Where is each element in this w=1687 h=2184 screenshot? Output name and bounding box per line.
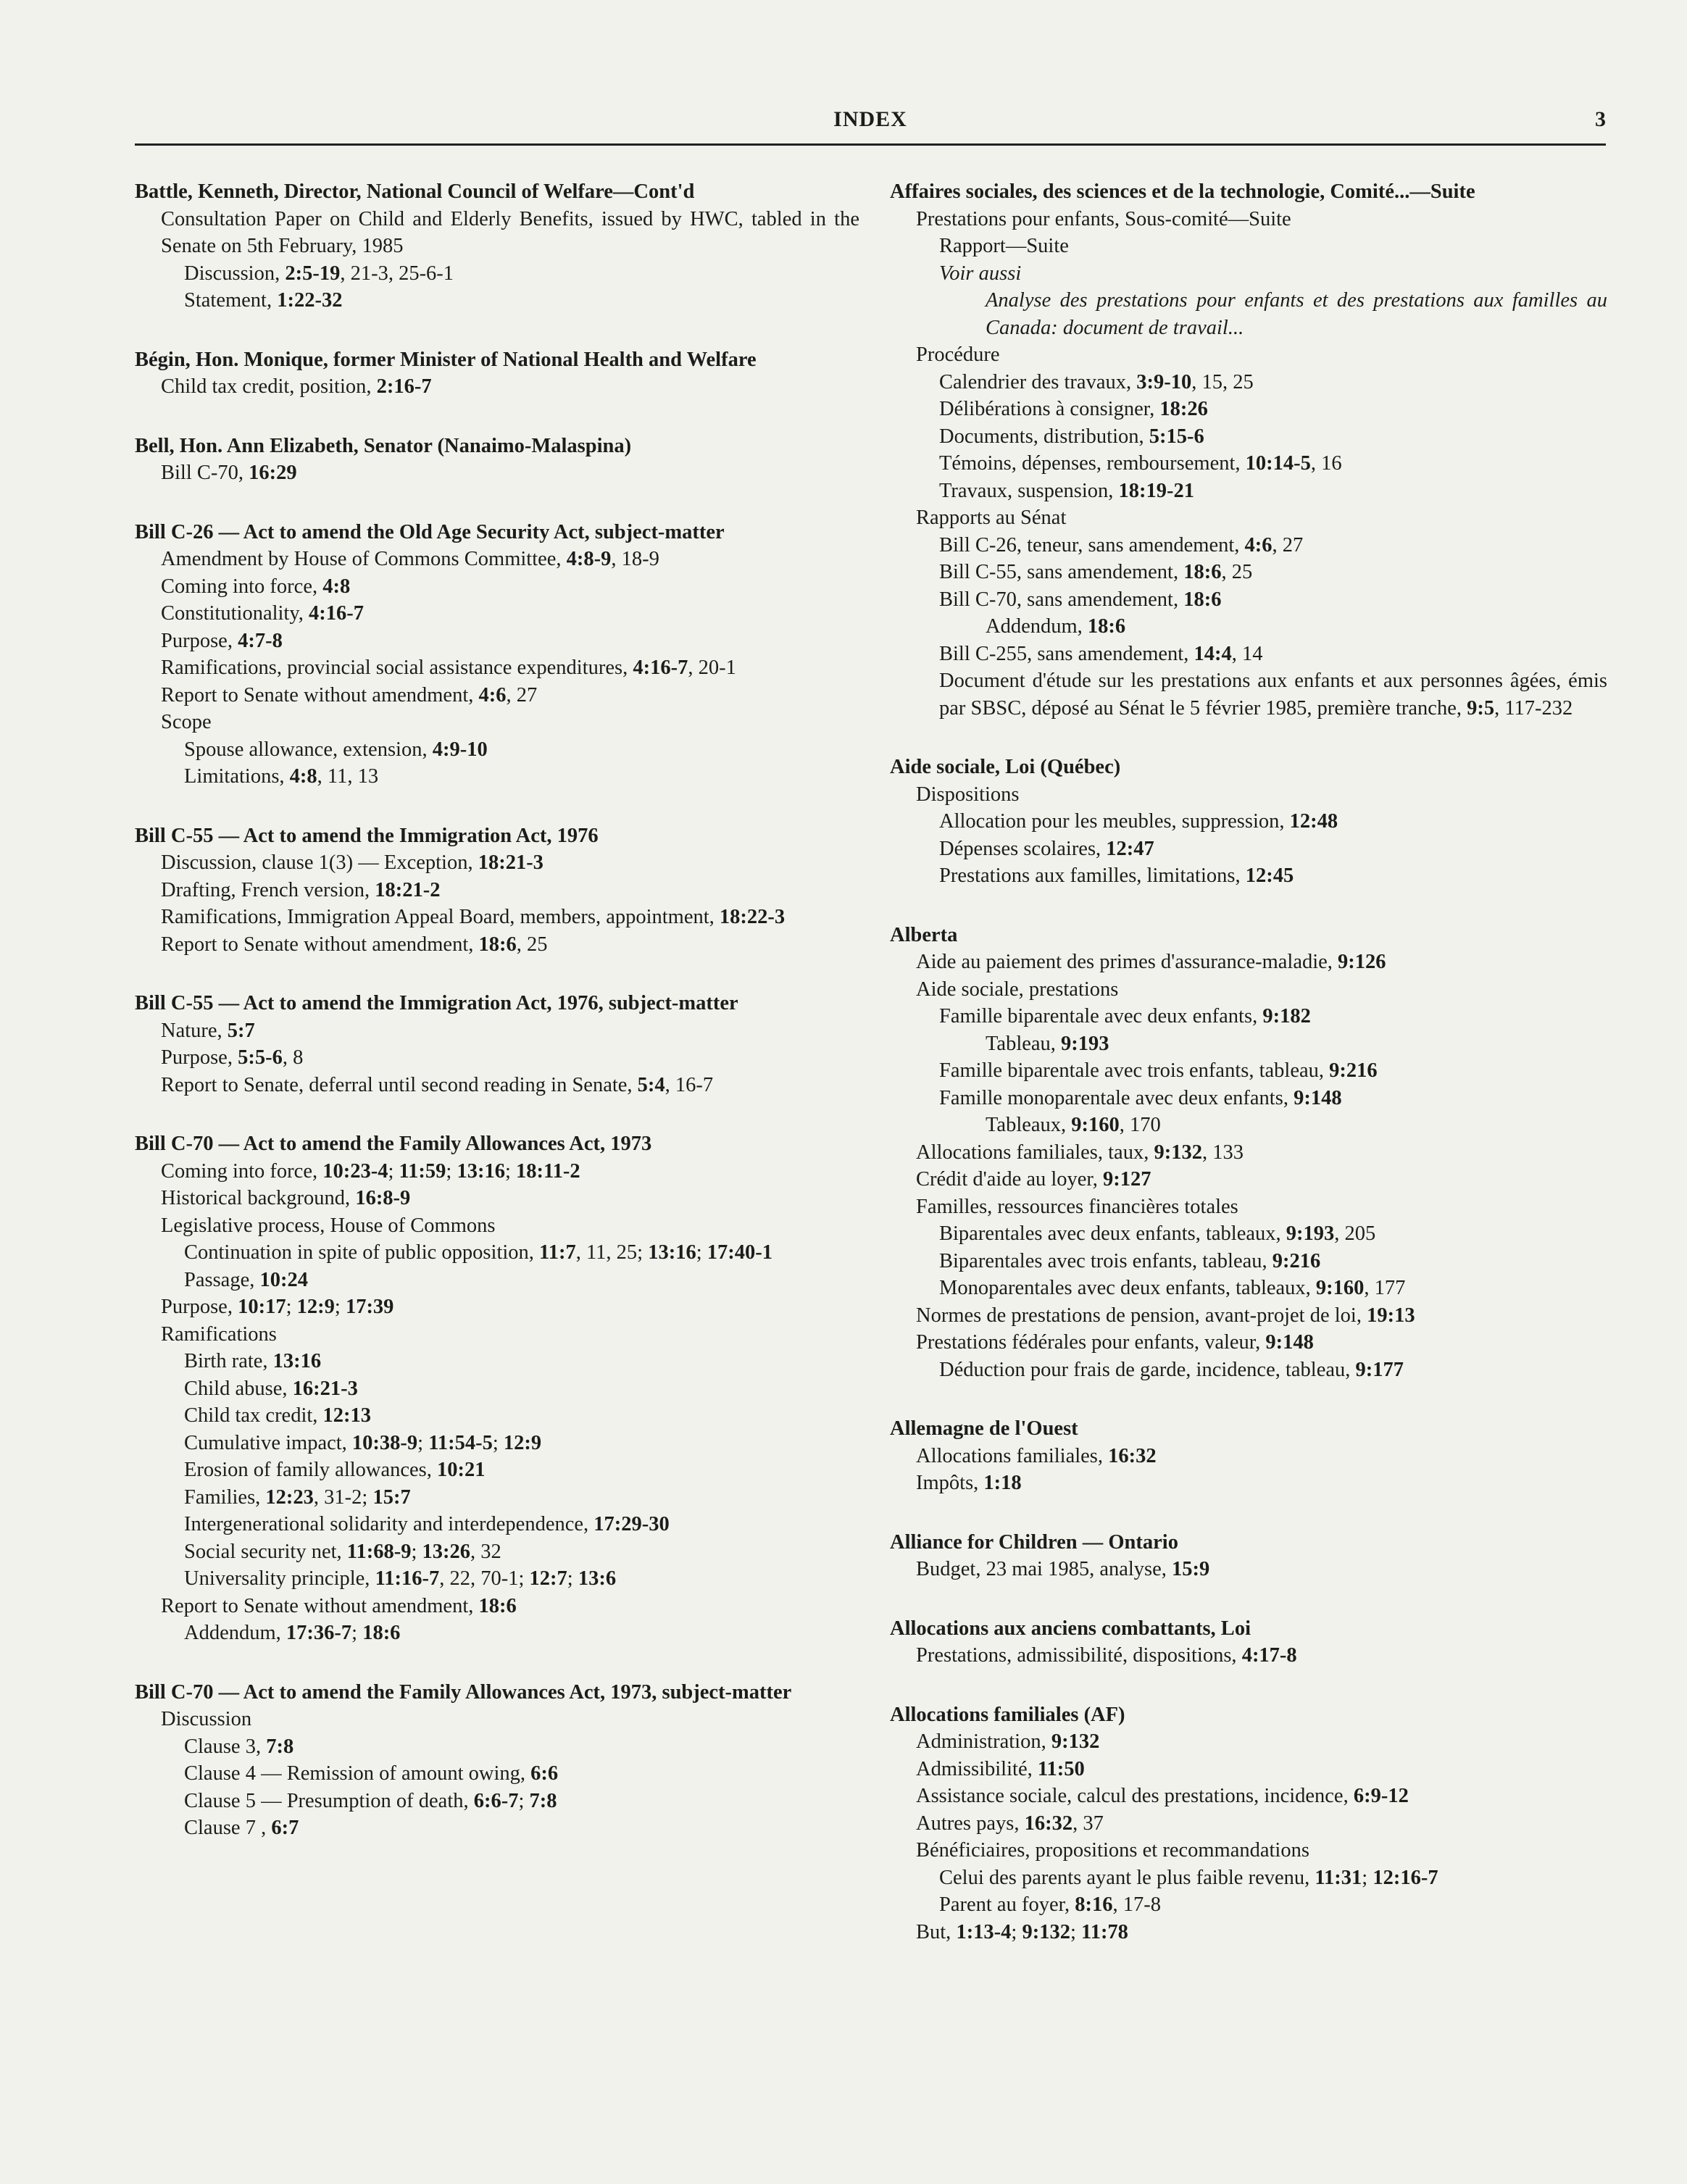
index-subentry: Drafting, French version, 18:21-2 bbox=[161, 878, 441, 901]
index-subentry: Allocation pour les meubles, suppression, 12:48 bbox=[939, 810, 1338, 833]
index-subentry: Prestations pour enfants, Sous-comité—Suite bbox=[916, 207, 1291, 230]
index-entry-heading: Bill C-70 — Act to amend the Family Allowances Act, 1973, subject-matter bbox=[135, 1680, 792, 1704]
index-subentry: Témoins, dépenses, remboursement, 10:14-5, 16 bbox=[939, 452, 1342, 475]
index-subentry: Ramifications, provincial social assistance expenditures, 4:16-7, 20-1 bbox=[161, 657, 736, 679]
index-subentry: Déduction pour frais de garde, incidence, tableau, 9:177 bbox=[939, 1358, 1404, 1381]
index-subentry: Parent au foyer, 8:16, 17-8 bbox=[939, 1893, 1161, 1916]
index-subentry: Ramifications bbox=[161, 1322, 277, 1346]
index-subentry: Familles, ressources financières totales bbox=[916, 1195, 1238, 1218]
index-subentry: Purpose, 10:17; 12:9; 17:39 bbox=[161, 1296, 394, 1318]
index-subentry: Biparentales avec trois enfants, tableau, 9:216 bbox=[939, 1249, 1321, 1272]
index-subentry: Consultation Paper on Child and Elderly Benefits, issued by HWC, tabled in the Senate on 5th February, 1985 bbox=[161, 207, 859, 257]
index-subentry: Addendum, 18:6 bbox=[986, 615, 1126, 638]
index-entry-heading: Allocations aux anciens combattants, Loi bbox=[890, 1617, 1251, 1640]
index-subentry: Délibérations à consigner, 18:26 bbox=[939, 398, 1208, 420]
index-subentry: Clause 3, 7:8 bbox=[184, 1735, 294, 1758]
index-subentry: Report to Senate without amendment, 18:6 bbox=[161, 1594, 517, 1617]
index-subentry: Scope bbox=[161, 711, 212, 733]
index-entry-heading: Allemagne de l'Ouest bbox=[890, 1417, 1078, 1440]
index-subentry: Spouse allowance, extension, 4:9-10 bbox=[184, 738, 488, 761]
index-subentry: Addendum, 17:36-7; 18:6 bbox=[184, 1622, 401, 1644]
index-subentry: Prestations, admissibilité, dispositions, 4:17-8 bbox=[916, 1644, 1297, 1667]
index-entry-heading: Alliance for Children — Ontario bbox=[890, 1530, 1178, 1554]
index-subentry: Bill C-26, teneur, sans amendement, 4:6, 27 bbox=[939, 533, 1304, 557]
index-subentry: Prestations aux familles, limitations, 12:45 bbox=[939, 864, 1294, 887]
index-subentry: Bill C-70, sans amendement, 18:6 bbox=[939, 588, 1222, 611]
index-subentry: Rapports au Sénat bbox=[916, 507, 1067, 529]
index-subentry: Legislative process, House of Commons bbox=[161, 1214, 496, 1237]
index-subentry: Monoparentales avec deux enfants, tableaux, 9:160, 177 bbox=[939, 1277, 1406, 1299]
index-subentry: Child abuse, 16:21-3 bbox=[184, 1377, 358, 1400]
index-entry bbox=[135, 1130, 859, 1647]
index-subentry: Tableaux, 9:160, 170 bbox=[986, 1114, 1161, 1136]
index-subentry: Famille biparentale avec deux enfants, 9:182 bbox=[939, 1005, 1311, 1028]
index-subentry: Purpose, 5:5-6, 8 bbox=[161, 1046, 304, 1069]
index-subentry: Constitutionality, 4:16-7 bbox=[161, 602, 364, 625]
index-entry bbox=[890, 1415, 1607, 1497]
index-subentry: Passage, 10:24 bbox=[184, 1268, 308, 1291]
index-subentry: Dispositions bbox=[916, 783, 1020, 806]
index-subentry: Rapport—Suite bbox=[939, 235, 1069, 257]
index-entry-heading: Battle, Kenneth, Director, National Council of Welfare—Cont'd bbox=[135, 180, 695, 203]
index-subentry: Famille monoparentale avec deux enfants, 9:148 bbox=[939, 1086, 1342, 1109]
index-entry bbox=[890, 754, 1607, 890]
index-subentry: Continuation in spite of public opposition, 11:7, 11, 25; 13:16; 17:40-1 bbox=[184, 1241, 772, 1264]
index-subentry: Report to Senate without amendment, 18:6, 25 bbox=[161, 933, 548, 956]
index-subentry: Bill C-55, sans amendement, 18:6, 25 bbox=[939, 561, 1253, 583]
index-subentry: Assistance sociale, calcul des prestations, incidence, 6:9-12 bbox=[916, 1785, 1409, 1807]
index-subentry: Normes de prestations de pension, avant-projet de loi, 19:13 bbox=[916, 1304, 1415, 1327]
index-entry bbox=[890, 1529, 1607, 1583]
index-entry bbox=[135, 822, 859, 959]
index-subentry: Analyse des prestations pour enfants et des prestations aux familles au Canada: document de travail... bbox=[986, 289, 1607, 339]
left-index-column bbox=[135, 178, 859, 1874]
index-entry bbox=[135, 178, 859, 314]
index-entry-heading: Alberta bbox=[890, 923, 958, 946]
index-subentry: Universality principle, 11:16-7, 22, 70-1; 12:7; 13:6 bbox=[184, 1567, 617, 1590]
index-subentry: Aide sociale, prestations bbox=[916, 978, 1119, 1001]
index-subentry: Birth rate, 13:16 bbox=[184, 1350, 322, 1372]
index-subentry: Tableau, 9:193 bbox=[986, 1032, 1109, 1055]
index-subentry: Coming into force, 4:8 bbox=[161, 575, 351, 598]
index-entry-heading: Bill C-70 — Act to amend the Family Allowances Act, 1973 bbox=[135, 1133, 652, 1155]
index-entry-heading: Allocations familiales (AF) bbox=[890, 1703, 1125, 1726]
index-entry-heading: Aide sociale, Loi (Québec) bbox=[890, 756, 1121, 778]
index-subentry: Bill C-70, 16:29 bbox=[161, 462, 297, 484]
index-subentry: Document d'étude sur les prestations aux enfants et aux personnes âgées, émis par SBSC, déposé au Sénat le 5 février 1985, première tranche, 9:5, 117-232 bbox=[939, 670, 1607, 720]
index-subentry: Child tax credit, position, 2:16-7 bbox=[161, 375, 432, 398]
index-subentry: Calendrier des travaux, 3:9-10, 15, 25 bbox=[939, 370, 1254, 393]
index-subentry: Crédit d'aide au loyer, 9:127 bbox=[916, 1168, 1151, 1191]
index-subentry: Discussion, 2:5-19, 21-3, 25-6-1 bbox=[184, 262, 454, 285]
index-subentry: Statement, 1:22-32 bbox=[184, 289, 343, 312]
index-entry bbox=[135, 1679, 859, 1842]
index-subentry: Amendment by House of Commons Committee, 4:8-9, 18-9 bbox=[161, 548, 659, 570]
index-subentry: Documents, distribution, 5:15-6 bbox=[939, 425, 1204, 448]
index-entry-heading: Bill C-55 — Act to amend the Immigration Act, 1976, subject-matter bbox=[135, 992, 738, 1014]
index-subentry: But, 1:13-4; 9:132; 11:78 bbox=[916, 1920, 1128, 1943]
index-entry-heading: Bill C-55 — Act to amend the Immigration Act, 1976 bbox=[135, 824, 599, 847]
index-subentry: Erosion of family allowances, 10:21 bbox=[184, 1459, 486, 1481]
index-subentry: Social security net, 11:68-9; 13:26, 32 bbox=[184, 1540, 501, 1563]
index-entry bbox=[890, 1701, 1607, 1946]
index-subentry: Purpose, 4:7-8 bbox=[161, 629, 283, 652]
index-entry bbox=[135, 519, 859, 791]
index-subentry: Discussion, clause 1(3) — Exception, 18:21-3 bbox=[161, 851, 543, 874]
index-subentry: Prestations fédérales pour enfants, valeur, 9:148 bbox=[916, 1331, 1314, 1354]
index-subentry: Aide au paiement des primes d'assurance-maladie, 9:126 bbox=[916, 951, 1386, 973]
index-subentry: Celui des parents ayant le plus faible revenu, 11:31; 12:16-7 bbox=[939, 1866, 1438, 1889]
index-subentry: Voir aussi bbox=[939, 262, 1022, 285]
right-index-column bbox=[890, 178, 1607, 1977]
index-subentry: Impôts, 1:18 bbox=[916, 1472, 1022, 1494]
index-subentry: Autres pays, 16:32, 37 bbox=[916, 1812, 1104, 1835]
index-entry-heading: Bill C-26 — Act to amend the Old Age Security Act, subject-matter bbox=[135, 520, 725, 543]
index-subentry: Administration, 9:132 bbox=[916, 1730, 1100, 1753]
index-entry bbox=[135, 433, 859, 487]
index-subentry: Travaux, suspension, 18:19-21 bbox=[939, 479, 1195, 502]
index-subentry: Bill C-255, sans amendement, 14:4, 14 bbox=[939, 642, 1263, 665]
index-subentry: Nature, 5:7 bbox=[161, 1019, 255, 1042]
index-subentry: Families, 12:23, 31-2; 15:7 bbox=[184, 1485, 411, 1509]
index-subentry: Report to Senate without amendment, 4:6, 27 bbox=[161, 683, 538, 707]
index-subentry: Ramifications, Immigration Appeal Board, members, appointment, 18:22-3 bbox=[161, 906, 786, 928]
index-entry bbox=[890, 1615, 1607, 1670]
index-subentry: Historical background, 16:8-9 bbox=[161, 1187, 411, 1209]
index-subentry: Budget, 23 mai 1985, analyse, 15:9 bbox=[916, 1558, 1210, 1580]
index-subentry: Report to Senate, deferral until second reading in Senate, 5:4, 16-7 bbox=[161, 1073, 714, 1096]
index-subentry: Child tax credit, 12:13 bbox=[184, 1404, 372, 1427]
index-subentry: Procédure bbox=[916, 343, 1000, 366]
index-entry bbox=[890, 922, 1607, 1384]
index-subentry: Intergenerational solidarity and interdependence, 17:29-30 bbox=[184, 1513, 670, 1535]
index-subentry: Admissibilité, 11:50 bbox=[916, 1757, 1085, 1780]
page-header bbox=[135, 107, 1606, 146]
index-subentry: Clause 5 — Presumption of death, 6:6-7; 7:8 bbox=[184, 1789, 557, 1812]
index-subentry: Allocations familiales, 16:32 bbox=[916, 1444, 1157, 1467]
index-entry-heading: Bell, Hon. Ann Elizabeth, Senator (Nanaimo-Malaspina) bbox=[135, 434, 632, 457]
index-entry-heading: Affaires sociales, des sciences et de la technologie, Comité...—Suite bbox=[890, 180, 1475, 203]
header-title: INDEX bbox=[833, 107, 907, 131]
index-subentry: Famille biparentale avec trois enfants, tableau, 9:216 bbox=[939, 1059, 1378, 1082]
index-subentry: Clause 7 , 6:7 bbox=[184, 1817, 299, 1839]
index-subentry: Biparentales avec deux enfants, tableaux, 9:193, 205 bbox=[939, 1222, 1376, 1245]
index-subentry: Coming into force, 10:23-4; 11:59; 13:16; 18:11-2 bbox=[161, 1159, 580, 1183]
index-subentry: Cumulative impact, 10:38-9; 11:54-5; 12:9 bbox=[184, 1431, 542, 1454]
index-subentry: Clause 4 — Remission of amount owing, 6:6 bbox=[184, 1762, 559, 1785]
index-entry-heading: Bégin, Hon. Monique, former Minister of National Health and Welfare bbox=[135, 348, 757, 371]
index-subentry: Limitations, 4:8, 11, 13 bbox=[184, 765, 379, 788]
index-subentry: Discussion bbox=[161, 1708, 252, 1730]
page-number: 3 bbox=[1595, 107, 1606, 131]
index-entry bbox=[890, 178, 1607, 722]
index-subentry: Dépenses scolaires, 12:47 bbox=[939, 837, 1154, 860]
index-subentry: Bénéficiaires, propositions et recommandations bbox=[916, 1839, 1309, 1862]
index-entry bbox=[135, 346, 859, 401]
index-subentry: Allocations familiales, taux, 9:132, 133 bbox=[916, 1141, 1244, 1164]
index-entry bbox=[135, 990, 859, 1099]
